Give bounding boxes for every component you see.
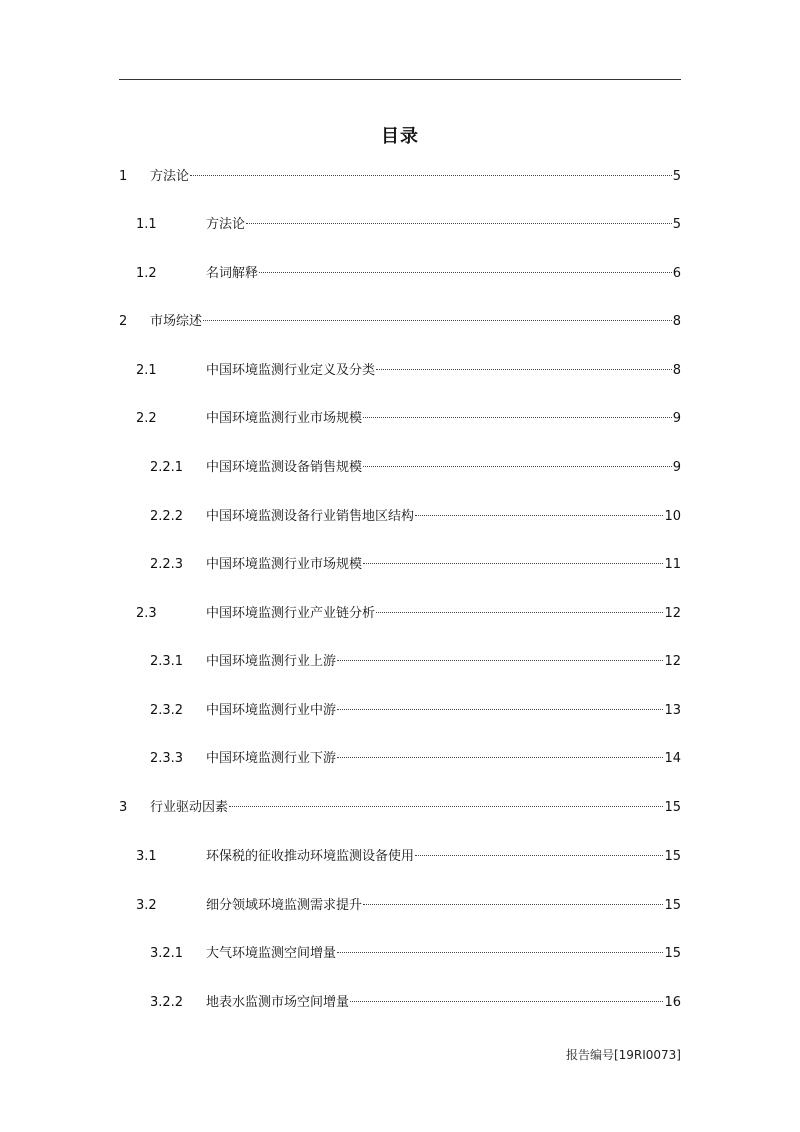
toc-entry-label: 细分领域环境监测需求提升 — [206, 898, 363, 913]
toc-entry-label: 行业驱动因素 — [150, 800, 229, 815]
toc-dot-leader — [376, 612, 663, 613]
toc-entry-2-2-1[interactable] — [119, 458, 681, 478]
toc-entry-page: 10 — [664, 509, 681, 524]
toc-dot-leader — [415, 515, 663, 516]
toc-entry-3[interactable] — [119, 798, 681, 818]
toc-entry-label: 中国环境监测行业市场规模 — [206, 557, 363, 572]
toc-entry-number: 1.1 — [136, 217, 157, 232]
toc-dot-leader — [363, 466, 672, 467]
toc-entry-number: 2.3 — [136, 606, 157, 621]
toc-dot-leader — [363, 904, 663, 905]
toc-entry-2-3-1[interactable] — [119, 652, 681, 672]
toc-entry-label: 中国环境监测设备行业销售地区结构 — [206, 509, 415, 524]
toc-entry-3-2[interactable] — [119, 896, 681, 916]
toc-entry-2-1[interactable] — [119, 361, 681, 381]
toc-entry-number: 1 — [119, 169, 128, 184]
toc-entry-2-3-3[interactable] — [119, 749, 681, 769]
toc-entry-2-2[interactable] — [119, 409, 681, 429]
toc-entry-number: 3.2.2 — [150, 995, 184, 1010]
toc-entry-label: 方法论 — [206, 217, 246, 232]
toc-entry-label: 名词解释 — [206, 266, 259, 281]
toc-entry-page: 14 — [664, 751, 681, 766]
toc-entry-page: 8 — [672, 314, 681, 329]
toc-entry-1-1[interactable] — [119, 215, 681, 235]
toc-dot-leader — [229, 806, 663, 807]
toc-entry-3-2-2[interactable] — [119, 993, 681, 1013]
toc-entry-number: 2.2 — [136, 411, 157, 426]
toc-entry-2-2-3[interactable] — [119, 555, 681, 575]
toc-dot-leader — [376, 369, 672, 370]
toc-entry-page: 15 — [664, 946, 681, 961]
toc-entry-label: 市场综述 — [150, 314, 203, 329]
toc-dot-leader — [259, 272, 672, 273]
toc-entry-number: 3.2 — [136, 898, 157, 913]
toc-entry-1-2[interactable] — [119, 264, 681, 284]
toc-entry-label: 中国环境监测行业产业链分析 — [206, 606, 376, 621]
toc-dot-leader — [203, 320, 672, 321]
toc-entry-number: 2.3.2 — [150, 703, 184, 718]
toc-dot-leader — [337, 952, 663, 953]
toc-entry-1[interactable] — [119, 167, 681, 187]
toc-entry-number: 2.2.2 — [150, 509, 184, 524]
toc-dot-leader — [350, 1001, 663, 1002]
toc-dot-leader — [190, 175, 672, 176]
toc-entry-label: 环保税的征收推动环境监测设备使用 — [206, 849, 415, 864]
toc-entry-3-2-1[interactable] — [119, 944, 681, 964]
toc-entry-page: 8 — [672, 363, 681, 378]
toc-entry-number: 3 — [119, 800, 128, 815]
toc-entry-number: 3.1 — [136, 849, 157, 864]
toc-entry-page: 16 — [664, 995, 681, 1010]
toc-entry-2-2-2[interactable] — [119, 507, 681, 527]
toc-entry-number: 2 — [119, 314, 128, 329]
toc-entry-label: 中国环境监测行业市场规模 — [206, 411, 363, 426]
header-rule — [119, 79, 681, 80]
toc-entry-number: 2.2.1 — [150, 460, 184, 475]
toc-entry-page: 6 — [672, 266, 681, 281]
toc-entry-page: 15 — [664, 849, 681, 864]
toc-entry-number: 3.2.1 — [150, 946, 184, 961]
toc-entry-page: 9 — [672, 460, 681, 475]
toc-entry-number: 1.2 — [136, 266, 157, 281]
toc-entry-page: 15 — [664, 898, 681, 913]
toc-entry-number: 2.1 — [136, 363, 157, 378]
toc-dot-leader — [337, 660, 663, 661]
toc-entry-number: 2.2.3 — [150, 557, 184, 572]
toc-entry-number: 2.3.3 — [150, 751, 184, 766]
toc-entry-number: 2.3.1 — [150, 654, 184, 669]
toc-entry-label: 中国环境监测行业定义及分类 — [206, 363, 376, 378]
toc-entry-page: 5 — [672, 217, 681, 232]
toc-entry-2-3[interactable] — [119, 604, 681, 624]
toc-entry-label: 中国环境监测行业中游 — [206, 703, 337, 718]
toc-dot-leader — [337, 757, 663, 758]
toc-entry-label: 地表水监测市场空间增量 — [206, 995, 350, 1010]
toc-entry-3-1[interactable] — [119, 847, 681, 867]
toc-entry-label: 中国环境监测行业下游 — [206, 751, 337, 766]
toc-dot-leader — [415, 855, 663, 856]
toc-dot-leader — [363, 563, 663, 564]
toc-entry-page: 11 — [664, 557, 681, 572]
toc-entry-page: 9 — [672, 411, 681, 426]
toc-entry-2-3-2[interactable] — [119, 701, 681, 721]
toc-entry-page: 15 — [664, 800, 681, 815]
toc-entry-2[interactable] — [119, 312, 681, 332]
toc-entry-page: 12 — [664, 654, 681, 669]
toc-entry-label: 中国环境监测行业上游 — [206, 654, 337, 669]
toc-dot-leader — [246, 223, 672, 224]
report-id: 报告编号[19RI0073] — [565, 1048, 681, 1062]
toc-dot-leader — [337, 709, 663, 710]
toc-dot-leader — [363, 417, 672, 418]
toc-entry-page: 12 — [664, 606, 681, 621]
toc-title: 目录 — [381, 126, 419, 147]
toc-entry-page: 13 — [664, 703, 681, 718]
toc-entry-page: 5 — [672, 169, 681, 184]
toc-entry-label: 中国环境监测设备销售规模 — [206, 460, 363, 475]
toc-entry-label: 大气环境监测空间增量 — [206, 946, 337, 961]
toc-entry-label: 方法论 — [150, 169, 190, 184]
